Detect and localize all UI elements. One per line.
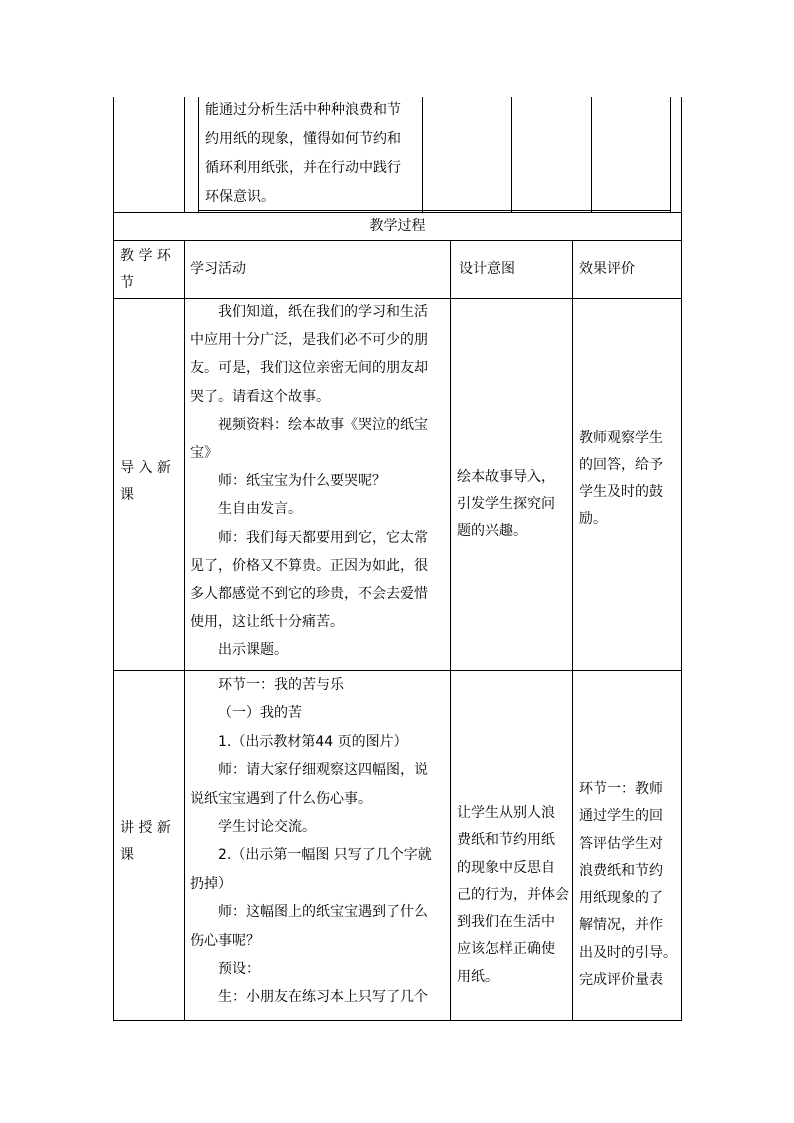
- evaluation-line: 通过学生的回: [579, 808, 663, 825]
- header-stage-line: 节: [120, 274, 134, 291]
- intent-line: 让学生从别人浪: [457, 805, 555, 821]
- activity-line: 出示课题。: [218, 642, 288, 659]
- intent-line: 用纸。: [457, 968, 499, 985]
- row-line-title: [113, 240, 682, 241]
- row1-stage: [120, 455, 180, 508]
- activity-line: 使用，这让纸十分痛苦。: [190, 614, 344, 631]
- activity-line: 视频资料：绘本故事《哭泣的纸宝: [218, 416, 428, 433]
- activity-line: 哭了。请看这个故事。: [190, 388, 330, 405]
- header-stage-line: 教 学 环: [120, 248, 171, 264]
- evaluation-line: 用纸现象的了: [579, 890, 663, 907]
- row2-evaluation: [579, 776, 681, 994]
- row2-activity: [190, 671, 448, 1012]
- top-col-line-1: [184, 97, 185, 212]
- evaluation-line: 完成评价量表: [579, 972, 663, 989]
- evaluation-line: 励。: [579, 511, 607, 527]
- activity-line: 扔掉）: [190, 875, 232, 892]
- activity-line: 生：小朋友在练习本上只写了几个: [218, 989, 428, 1006]
- row1-evaluation: [579, 425, 679, 533]
- intent-line: 到我们在生活中: [457, 914, 555, 931]
- intent-line: 费纸和节约用纸: [457, 832, 555, 849]
- row1-stage-line: 导 入 新: [120, 460, 171, 476]
- activity-line: 师：我们每天都要用到它，它太常: [218, 529, 428, 546]
- activity-line: 中应用十分广泛，是我们必不可少的朋: [190, 332, 428, 349]
- objective-line: 循环利用纸张，并在行动中践行: [205, 160, 401, 176]
- intent-line: 己的行为，并体会: [457, 886, 569, 903]
- activity-line: （一）我的苦: [218, 705, 302, 722]
- top-col-line-2: [198, 97, 199, 212]
- row1-intent: [457, 464, 572, 545]
- col-line-activity: [450, 240, 451, 1021]
- objective-cell: [205, 96, 420, 212]
- evaluation-line: 出及时的引导。: [579, 944, 677, 961]
- activity-line: 环节一：我的苦与乐: [218, 677, 344, 693]
- activity-line: 说纸宝宝遇到了什么伤心事。: [190, 790, 372, 807]
- row1-activity: [190, 298, 448, 665]
- activity-line: 师：纸宝宝为什么要哭呢？: [218, 473, 386, 490]
- activity-line: 2.（出示第一幅图 只写了几个字就: [218, 847, 432, 864]
- table-border-bottom: [113, 1020, 682, 1021]
- evaluation-line: 学生及时的鼓: [579, 484, 663, 500]
- objective-line: 约用纸的现象，懂得如何节约和: [205, 131, 401, 147]
- top-col-line-6: [670, 97, 671, 212]
- activity-line: 生自由发言。: [218, 501, 302, 518]
- activity-line: 1.（出示教材第44 页的图片）: [218, 733, 408, 750]
- col-line-intent: [572, 240, 573, 1021]
- col-line-stage: [184, 240, 185, 1021]
- activity-line: 我们知道，纸在我们的学习和生活: [218, 304, 428, 320]
- activity-line: 友。可是，我们这位亲密无间的朋友却: [190, 360, 428, 377]
- header-activity: 学习活动: [190, 261, 246, 277]
- top-col-line-3: [422, 97, 423, 212]
- evaluation-line: 环节一：教师: [579, 781, 663, 797]
- evaluation-line: 教师观察学生: [579, 430, 663, 446]
- activity-line: 师：请大家仔细观察这四幅图，说: [218, 762, 428, 779]
- evaluation-line: 的回答，给予: [579, 457, 663, 473]
- activity-line: 伤心事呢？: [190, 932, 260, 949]
- intent-line: 题的兴趣。: [457, 523, 527, 539]
- objective-line: 环保意识。: [205, 189, 275, 205]
- row2-stage-line: 课: [120, 846, 134, 863]
- intent-line: 的现象中反思自: [457, 859, 555, 876]
- top-col-line-4: [511, 97, 512, 212]
- header-evaluation: 效果评价: [579, 261, 635, 277]
- activity-line: 多人都感觉不到它的珍贵，不会去爱惜: [190, 586, 428, 603]
- activity-line: 见了，价格又不算贵。正因为如此，很: [190, 557, 428, 574]
- intent-line: 绘本故事导入，: [457, 469, 555, 485]
- activity-line: 宝》: [190, 445, 218, 462]
- table-border-right: [681, 97, 682, 1021]
- row1-stage-line: 课: [120, 486, 134, 503]
- activity-line: 师：这幅图上的纸宝宝遇到了什么: [218, 904, 428, 921]
- header-stage: [120, 243, 180, 296]
- row2-stage-line: 讲 授 新: [120, 820, 171, 836]
- row2-intent: [457, 800, 572, 991]
- objective-line: 能通过分析生活中种种浪费和节: [205, 102, 401, 118]
- activity-line: 学生讨论交流。: [218, 819, 316, 836]
- intent-line: 应该怎样正确使: [457, 941, 555, 958]
- row2-stage: [120, 815, 180, 868]
- evaluation-line: 浪费纸和节约: [579, 862, 663, 879]
- activity-line: 预设：: [218, 961, 260, 978]
- top-col-line-5: [591, 97, 592, 212]
- evaluation-line: 解情况，并作: [579, 917, 663, 934]
- section-title: 教学过程: [369, 218, 426, 234]
- header-intent: 设计意图: [459, 261, 515, 277]
- intent-line: 引发学生探究问: [457, 496, 555, 512]
- evaluation-line: 答评估学生对: [579, 835, 663, 852]
